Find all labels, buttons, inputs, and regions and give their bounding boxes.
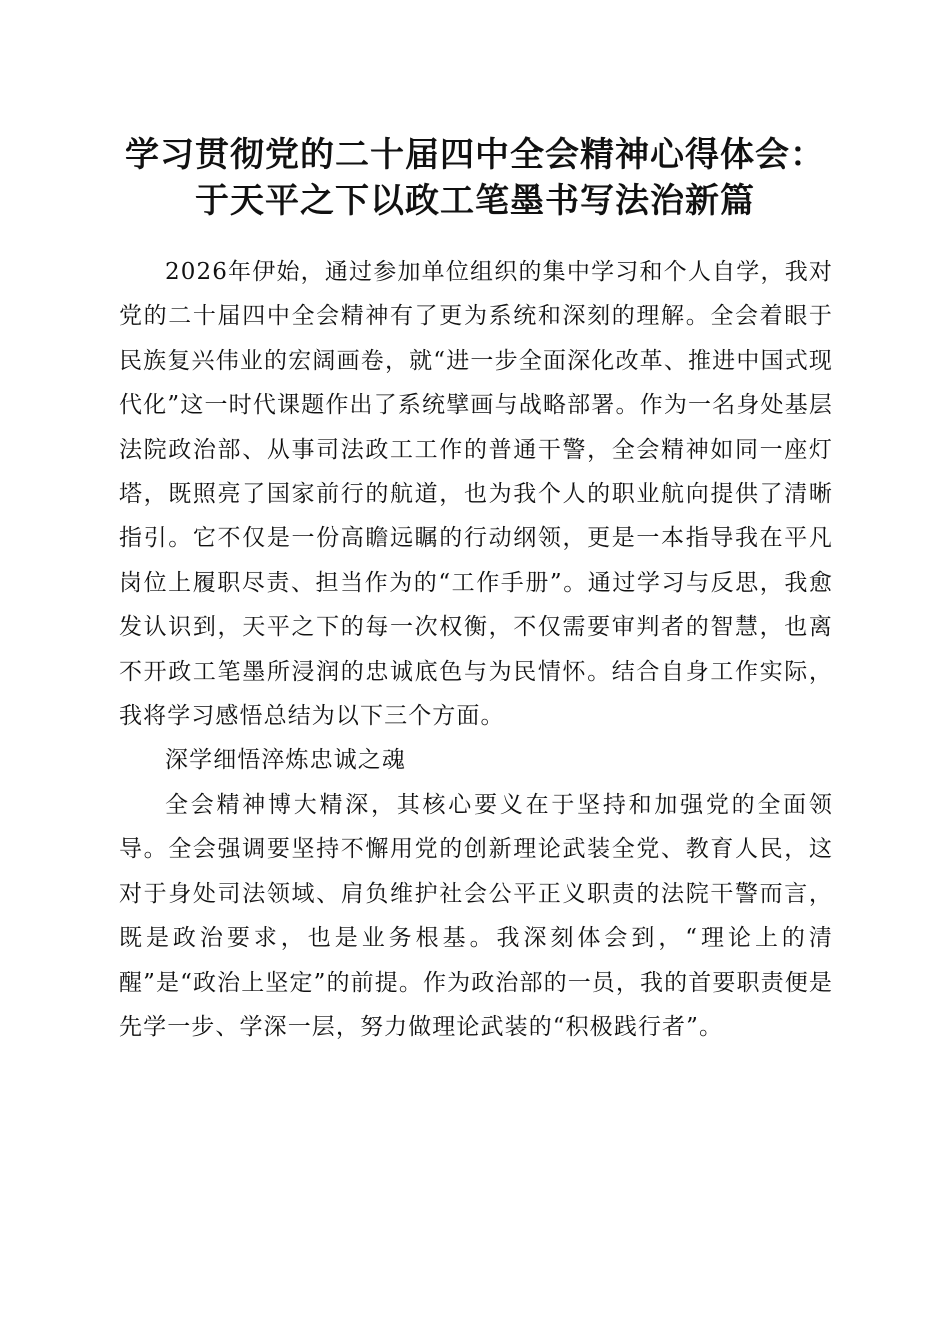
title-line-2: 于天平之下以政工笔墨书写法治新篇 — [195, 181, 755, 221]
section-heading: 深学细悟淬炼忠诚之魂 — [165, 747, 406, 774]
title-line-1: 学习贯彻党的二十届四中全会精神心得体会： — [125, 135, 825, 175]
paragraph-intro: 2026年伊始，通过参加单位组织的集中学习和个人自学，我对党的二十届四中全会精神有了更为系统和深刻的理解。全会着眼于民族复兴伟业的宏阔画卷，就“进一步全面深化改革、推进中国式现代化”这一时代课题作出了系统擘画与战略部署。作为一名身处基层法院政治部、从事司法政工工作的普通干警，全会精神如同一座灯塔，既照亮了国家前行的航道，也为我个人的职业航向提供了清晰指引。它不仅是一份高瞻远瞩的行动纲领，更是一本指导我在平凡岗位上履职尽责、担当作为的“工作手册”。通过学习与反思，我愈发认识到，天平之下的每一次权衡，不仅需要审判者的智慧，也离不开政工笔墨所浸润的忠诚底色与为民情怀。结合自身工作实际，我将学习感悟总结为以下三个方面。 — [119, 259, 833, 730]
paragraph-section-1: 全会精神博大精深，其核心要义在于坚持和加强党的全面领导。全会强调要坚持不懈用党的创新理论武装全党、教育人民，这对于身处司法领域、肩负维护社会公平正义职责的法院干警而言，既是政治要求，也是业务根基。我深刻体会到，“理论上的清醒”是“政治上坚定”的前提。作为政治部的一员，我的首要职责便是先学一步、学深一层，努力做理论武装的“积极践行者”。 — [119, 791, 833, 1040]
document-body — [119, 250, 833, 1049]
document-title — [100, 132, 850, 224]
